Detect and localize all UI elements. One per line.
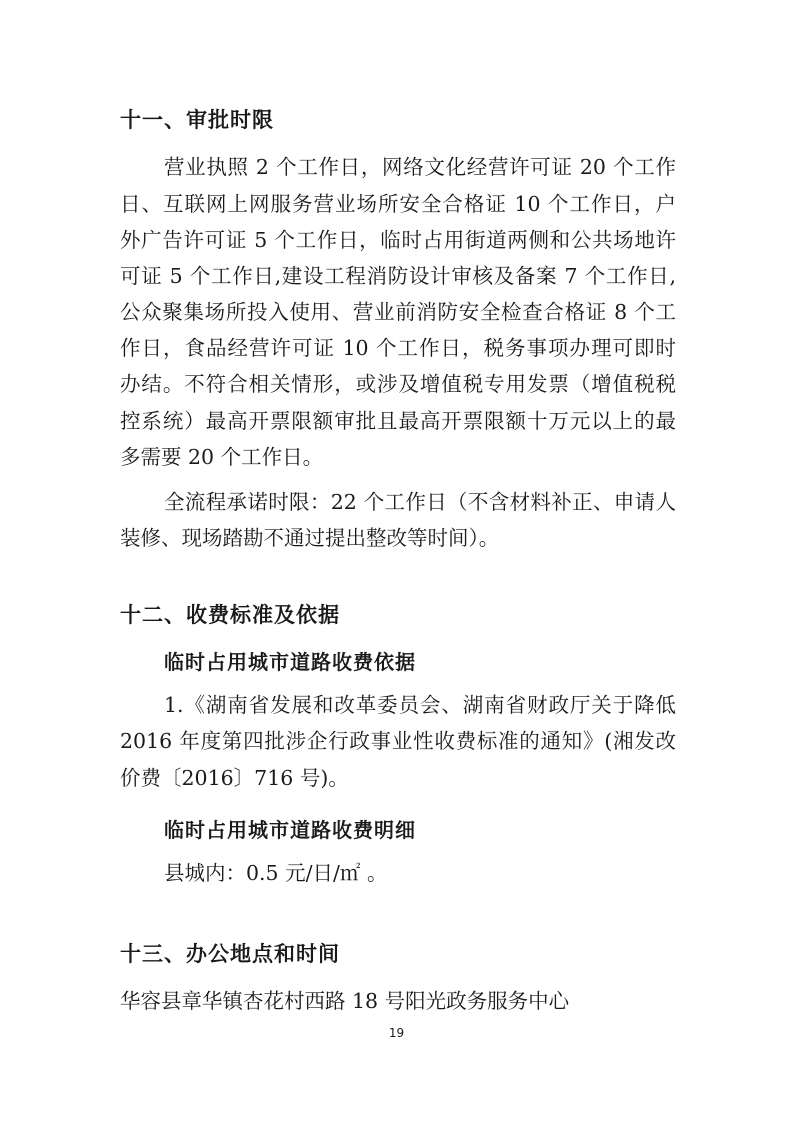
paragraph-line: 多需要 20 个工作日。 (120, 445, 324, 469)
paragraph-line: 华容县章华镇杏花村西路 18 号阳光政务服务中心 (120, 989, 570, 1013)
page-number: 19 (388, 1026, 405, 1040)
paragraph-line: 日、互联网上网服务营业场所安全合格证 10 个工作日，户 (120, 192, 676, 216)
paragraph-line: 1.《湖南省发展和改革委员会、湖南省财政厅关于降低 (164, 693, 676, 717)
subheading-fee-details: 临时占用城市道路收费明细 (164, 818, 416, 842)
paragraph-line: 公众聚集场所投入使用、营业前消防安全检查合格证 8 个工 (120, 300, 676, 324)
section-heading-office-location: 十三、办公地点和时间 (120, 942, 340, 966)
paragraph-line: 价费〔2016〕716 号)。 (120, 766, 349, 790)
paragraph-line: 装修、现场踏勘不通过提出整改等时间）。 (120, 526, 500, 550)
paragraph-line: 县城内：0.5 元/日/㎡ 。 (164, 861, 388, 885)
paragraph-line: 控系统）最高开票限额审批且最高开票限额十万元以上的最 (120, 409, 676, 433)
paragraph-line: 2016 年度第四批涉企行政事业性收费标准的通知》(湘发改 (120, 729, 676, 753)
paragraph-line: 外广告许可证 5 个工作日，临时占用街道两侧和公共场地许 (120, 228, 676, 252)
section-heading-fees: 十二、收费标准及依据 (120, 603, 340, 627)
paragraph-line: 作日，食品经营许可证 10 个工作日，税务事项办理可即时 (120, 336, 676, 360)
section-heading-approval-time: 十一、审批时限 (120, 108, 274, 132)
paragraph-line: 全流程承诺时限：22 个工作日（不含材料补正、申请人 (164, 490, 676, 514)
subheading-fee-basis: 临时占用城市道路收费依据 (164, 650, 416, 674)
paragraph-line: 营业执照 2 个工作日，网络文化经营许可证 20 个工作 (164, 155, 676, 179)
paragraph-line: 办结。不符合相关情形，或涉及增值税专用发票（增值税税 (120, 372, 676, 396)
paragraph-line: 可证 5 个工作日,建设工程消防设计审核及备案 7 个工作日, (120, 264, 676, 288)
